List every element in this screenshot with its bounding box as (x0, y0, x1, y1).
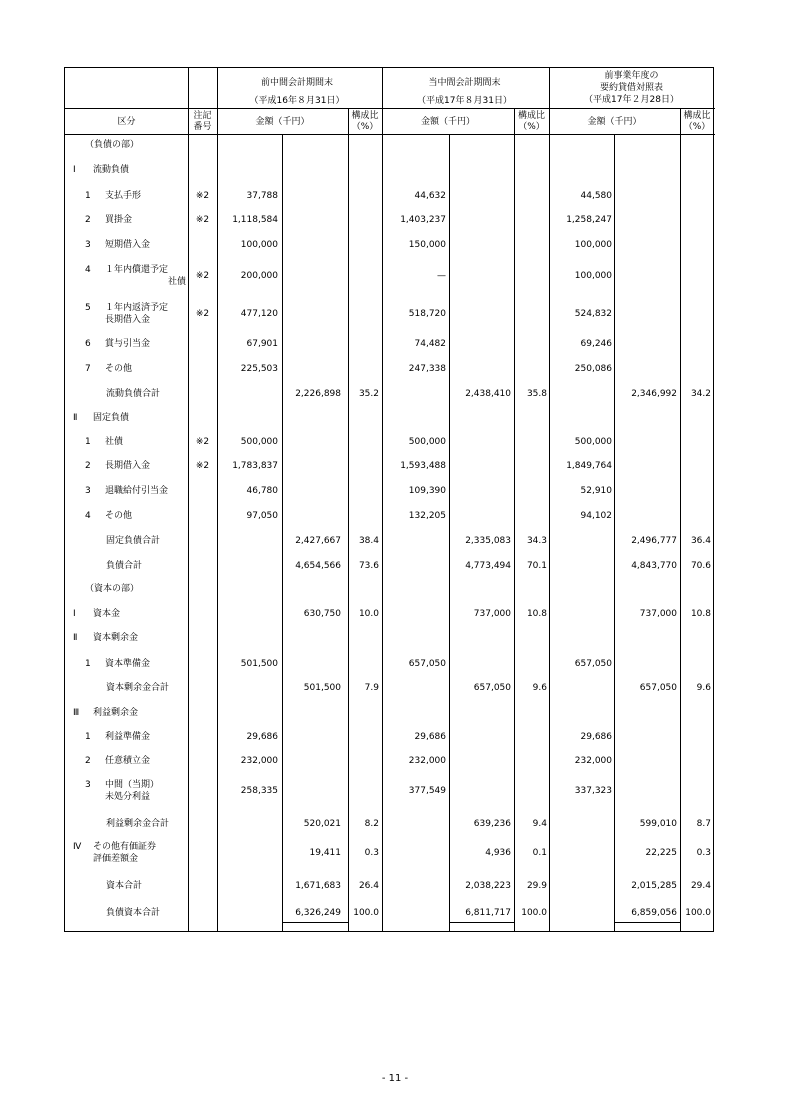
row-number: 2 (85, 215, 91, 225)
grid-subcol-divider (449, 134, 450, 931)
cell-r3: 34.2 (690, 389, 711, 399)
cell-a2: — (437, 271, 446, 281)
row-number: 6 (85, 339, 91, 349)
row-label: 長期借入金 (105, 461, 151, 471)
row-label-line2: 社債 (167, 277, 186, 287)
cell-t2: 4,936 (485, 848, 511, 858)
row-label: 短期借入金 (105, 240, 151, 250)
cell-a2: 657,050 (408, 659, 446, 669)
row-label: 資本合計 (106, 881, 143, 891)
row-number: 3 (85, 240, 91, 250)
cell-a2: 377,549 (408, 786, 446, 796)
cell-a2: 500,000 (408, 437, 446, 447)
cell-a2: 1,403,237 (400, 215, 446, 225)
cell-t2: 4,773,494 (465, 561, 511, 571)
cell-a2: 132,205 (408, 511, 446, 521)
row-note: ※2 (195, 215, 210, 225)
cell-r3: 100.0 (685, 908, 711, 918)
cell-a2: 1,593,488 (400, 461, 446, 471)
amount-header-2: 金額（千円） (420, 117, 475, 127)
cell-a2: 109,390 (408, 486, 446, 496)
cell-a3: 337,323 (574, 786, 612, 796)
cell-a2: 44,632 (414, 191, 446, 201)
ratio-header-1-line1: 構成比 (351, 111, 379, 121)
cell-a1: 477,120 (240, 309, 278, 319)
note-header-line1: 注記 (193, 111, 212, 121)
row-label: 利益剰余金 (93, 708, 139, 718)
row-number: Ⅱ (73, 633, 78, 643)
cell-a3: 250,086 (574, 364, 612, 374)
cell-a3: 94,102 (580, 511, 612, 521)
row-number: Ⅱ (73, 413, 78, 423)
cell-t2: 2,038,223 (465, 881, 511, 891)
grid-total-line (449, 922, 514, 923)
cell-r1: 73.6 (358, 561, 379, 571)
cell-r2: 10.8 (526, 609, 547, 619)
cell-r1: 7.9 (364, 683, 379, 693)
row-label-line2: 長期借入金 (105, 315, 151, 325)
category-header: 区分 (117, 117, 136, 127)
row-label: 社債 (105, 437, 124, 447)
cell-r1: 8.2 (364, 819, 379, 829)
cell-a3: 232,000 (574, 756, 612, 766)
row-number: 3 (85, 780, 91, 790)
cell-a3: 100,000 (574, 240, 612, 250)
row-label: 利益準備金 (105, 732, 151, 742)
cell-r3: 9.6 (696, 683, 711, 693)
grid-col-divider (348, 108, 349, 931)
cell-a3: 44,580 (580, 191, 612, 201)
cell-a1: 100,000 (240, 240, 278, 250)
row-label: （負債の部） (85, 140, 140, 150)
cell-t3: 6,859,056 (631, 908, 677, 918)
row-number: 7 (85, 364, 91, 374)
cell-t3: 599,010 (639, 819, 677, 829)
grid-col-divider (514, 108, 515, 931)
cell-r1: 10.0 (358, 609, 379, 619)
cell-a1: 1,783,837 (232, 461, 278, 471)
row-number: 2 (85, 461, 91, 471)
row-number: 4 (85, 265, 91, 275)
amount-header-3: 金額（千円） (587, 117, 642, 127)
cell-a3: 29,686 (580, 732, 612, 742)
cell-r2: 35.8 (526, 389, 547, 399)
row-number: 1 (85, 437, 91, 447)
cell-t3: 737,000 (639, 609, 677, 619)
prev-year-title-line2: 要約貸借対照表 (599, 83, 663, 93)
cell-r1: 26.4 (358, 881, 379, 891)
row-label: 支払手形 (105, 191, 142, 201)
cell-t3: 2,346,992 (631, 389, 677, 399)
row-number: 1 (85, 659, 91, 669)
cell-a3: 524,832 (574, 309, 612, 319)
cell-a3: 1,258,247 (566, 215, 612, 225)
ratio-header-2-line1: 構成比 (517, 111, 545, 121)
row-number: 2 (85, 756, 91, 766)
grid-total-line (282, 922, 348, 923)
cell-r3: 10.8 (690, 609, 711, 619)
cell-t1: 520,021 (303, 819, 341, 829)
cell-t2: 2,335,083 (465, 536, 511, 546)
cell-a1: 67,901 (246, 339, 278, 349)
cell-r2: 29.9 (526, 881, 547, 891)
cell-r2: 100.0 (521, 908, 547, 918)
amount-header-1: 金額（千円） (255, 117, 310, 127)
cell-r2: 34.3 (526, 536, 547, 546)
cell-t1: 630,750 (303, 609, 341, 619)
cell-a3: 1,849,764 (566, 461, 612, 471)
row-label: 賞与引当金 (105, 339, 151, 349)
cell-r2: 9.6 (532, 683, 547, 693)
grid-col-divider (188, 68, 189, 931)
cell-r1: 38.4 (358, 536, 379, 546)
ratio-header-3-line2: （%） (683, 122, 711, 132)
cell-t2: 737,000 (473, 609, 511, 619)
cell-r1: 35.2 (358, 389, 379, 399)
cell-t2: 6,811,717 (465, 908, 511, 918)
row-label: １年内償還予定 (105, 265, 169, 275)
row-label: 中間（当期） (105, 780, 160, 790)
grid-header-line (65, 134, 715, 135)
row-label: 流動負債 (93, 165, 130, 175)
ratio-header-1-line2: （%） (351, 122, 379, 132)
row-number: 3 (85, 486, 91, 496)
row-number: Ⅳ (73, 842, 82, 852)
row-label: 流動負債合計 (106, 389, 161, 399)
row-label: 資本金 (93, 609, 121, 619)
row-label: 固定負債 (93, 413, 130, 423)
row-number: 1 (85, 191, 91, 201)
cell-a2: 518,720 (408, 309, 446, 319)
row-label: 負債合計 (106, 561, 143, 571)
row-label: 固定負債合計 (106, 536, 161, 546)
cell-t2: 639,236 (473, 819, 511, 829)
row-label: 退職給付引当金 (105, 486, 169, 496)
cell-r2: 0.1 (532, 848, 547, 858)
cell-a1: 46,780 (246, 486, 278, 496)
cell-t1: 19,411 (309, 848, 341, 858)
row-label: １年内返済予定 (105, 303, 169, 313)
row-label: 任意積立金 (105, 756, 151, 766)
row-number: 1 (85, 732, 91, 742)
row-note: ※2 (195, 437, 210, 447)
cell-a3: 52,910 (580, 486, 612, 496)
row-label: 買掛金 (105, 215, 133, 225)
cell-a1: 258,335 (240, 786, 278, 796)
row-note: ※2 (195, 191, 210, 201)
cell-r1: 100.0 (353, 908, 379, 918)
cell-r3: 70.6 (690, 561, 711, 571)
row-number: Ⅰ (73, 165, 76, 175)
ratio-header-3-line1: 構成比 (683, 111, 711, 121)
cell-r1: 0.3 (364, 848, 379, 858)
row-label: その他 (105, 511, 133, 521)
row-label: その他有価証券 (93, 842, 157, 852)
row-number: Ⅰ (73, 609, 76, 619)
grid-col-divider (549, 68, 550, 931)
row-label: 利益剰余金合計 (106, 819, 170, 829)
cell-a2: 247,338 (408, 364, 446, 374)
page-number: - 11 - (381, 1073, 409, 1084)
note-header-line2: 番号 (193, 122, 212, 132)
row-number: Ⅲ (73, 708, 80, 718)
row-label: その他 (105, 364, 133, 374)
cell-a1: 500,000 (240, 437, 278, 447)
row-number: 5 (85, 303, 91, 313)
row-label: （資本の部） (85, 584, 140, 594)
prev-interim-title: 前中間会計期間末 (260, 78, 333, 88)
grid-col-divider (217, 68, 218, 931)
cell-t3: 2,015,285 (631, 881, 677, 891)
cell-t3: 22,225 (645, 848, 677, 858)
cell-r2: 70.1 (526, 561, 547, 571)
row-number: 4 (85, 511, 91, 521)
ratio-header-2-line2: （%） (518, 122, 545, 132)
cell-t3: 2,496,777 (631, 536, 677, 546)
row-label: 資本剰余金 (93, 633, 139, 643)
cell-r3: 29.4 (690, 881, 711, 891)
cell-a1: 97,050 (246, 511, 278, 521)
grid-subcol-divider (282, 134, 283, 931)
row-label: 負債資本合計 (106, 908, 161, 918)
cell-t3: 4,843,770 (631, 561, 677, 571)
cell-t1: 6,326,249 (295, 908, 341, 918)
cell-r3: 36.4 (690, 536, 711, 546)
cell-a3: 100,000 (574, 271, 612, 281)
prev-year-date: （平成17年２月28日） (584, 95, 679, 105)
balance-sheet-table (64, 67, 714, 932)
cell-t1: 4,654,566 (295, 561, 341, 571)
curr-interim-date: （平成17年８月31日） (417, 96, 512, 106)
row-label: 資本準備金 (105, 659, 151, 669)
cell-a1: 1,118,584 (232, 215, 278, 225)
cell-t2: 2,438,410 (465, 389, 511, 399)
cell-t1: 2,427,667 (295, 536, 341, 546)
cell-a2: 150,000 (408, 240, 446, 250)
cell-t1: 1,671,683 (295, 881, 341, 891)
row-note: ※2 (195, 461, 210, 471)
cell-a3: 69,246 (580, 339, 612, 349)
cell-a1: 232,000 (240, 756, 278, 766)
cell-a2: 29,686 (414, 732, 446, 742)
cell-r2: 9.4 (532, 819, 547, 829)
curr-interim-title: 当中間会計期間末 (428, 78, 501, 88)
cell-a2: 232,000 (408, 756, 446, 766)
grid-header-line (65, 108, 715, 109)
cell-t1: 501,500 (303, 683, 341, 693)
grid-total-line (614, 922, 680, 923)
cell-a1: 200,000 (240, 271, 278, 281)
cell-a1: 501,500 (240, 659, 278, 669)
grid-col-divider (382, 68, 383, 931)
grid-col-divider (680, 108, 681, 931)
cell-a3: 500,000 (574, 437, 612, 447)
cell-t3: 657,050 (639, 683, 677, 693)
cell-r3: 0.3 (696, 848, 711, 858)
cell-r3: 8.7 (696, 819, 711, 829)
row-note: ※2 (195, 309, 210, 319)
cell-a1: 225,503 (240, 364, 278, 374)
cell-a3: 657,050 (574, 659, 612, 669)
row-label: 資本剰余金合計 (106, 683, 170, 693)
row-label-line2: 評価差額金 (93, 854, 139, 864)
cell-a2: 74,482 (414, 339, 446, 349)
cell-a1: 29,686 (246, 732, 278, 742)
cell-t2: 657,050 (473, 683, 511, 693)
prev-year-title-line1: 前事業年度の (604, 71, 659, 81)
grid-subcol-divider (614, 134, 615, 931)
row-label-line2: 未処分利益 (105, 792, 151, 802)
cell-a1: 37,788 (246, 191, 278, 201)
cell-t1: 2,226,898 (295, 389, 341, 399)
prev-interim-date: （平成16年８月31日） (249, 96, 345, 106)
row-note: ※2 (195, 271, 210, 281)
